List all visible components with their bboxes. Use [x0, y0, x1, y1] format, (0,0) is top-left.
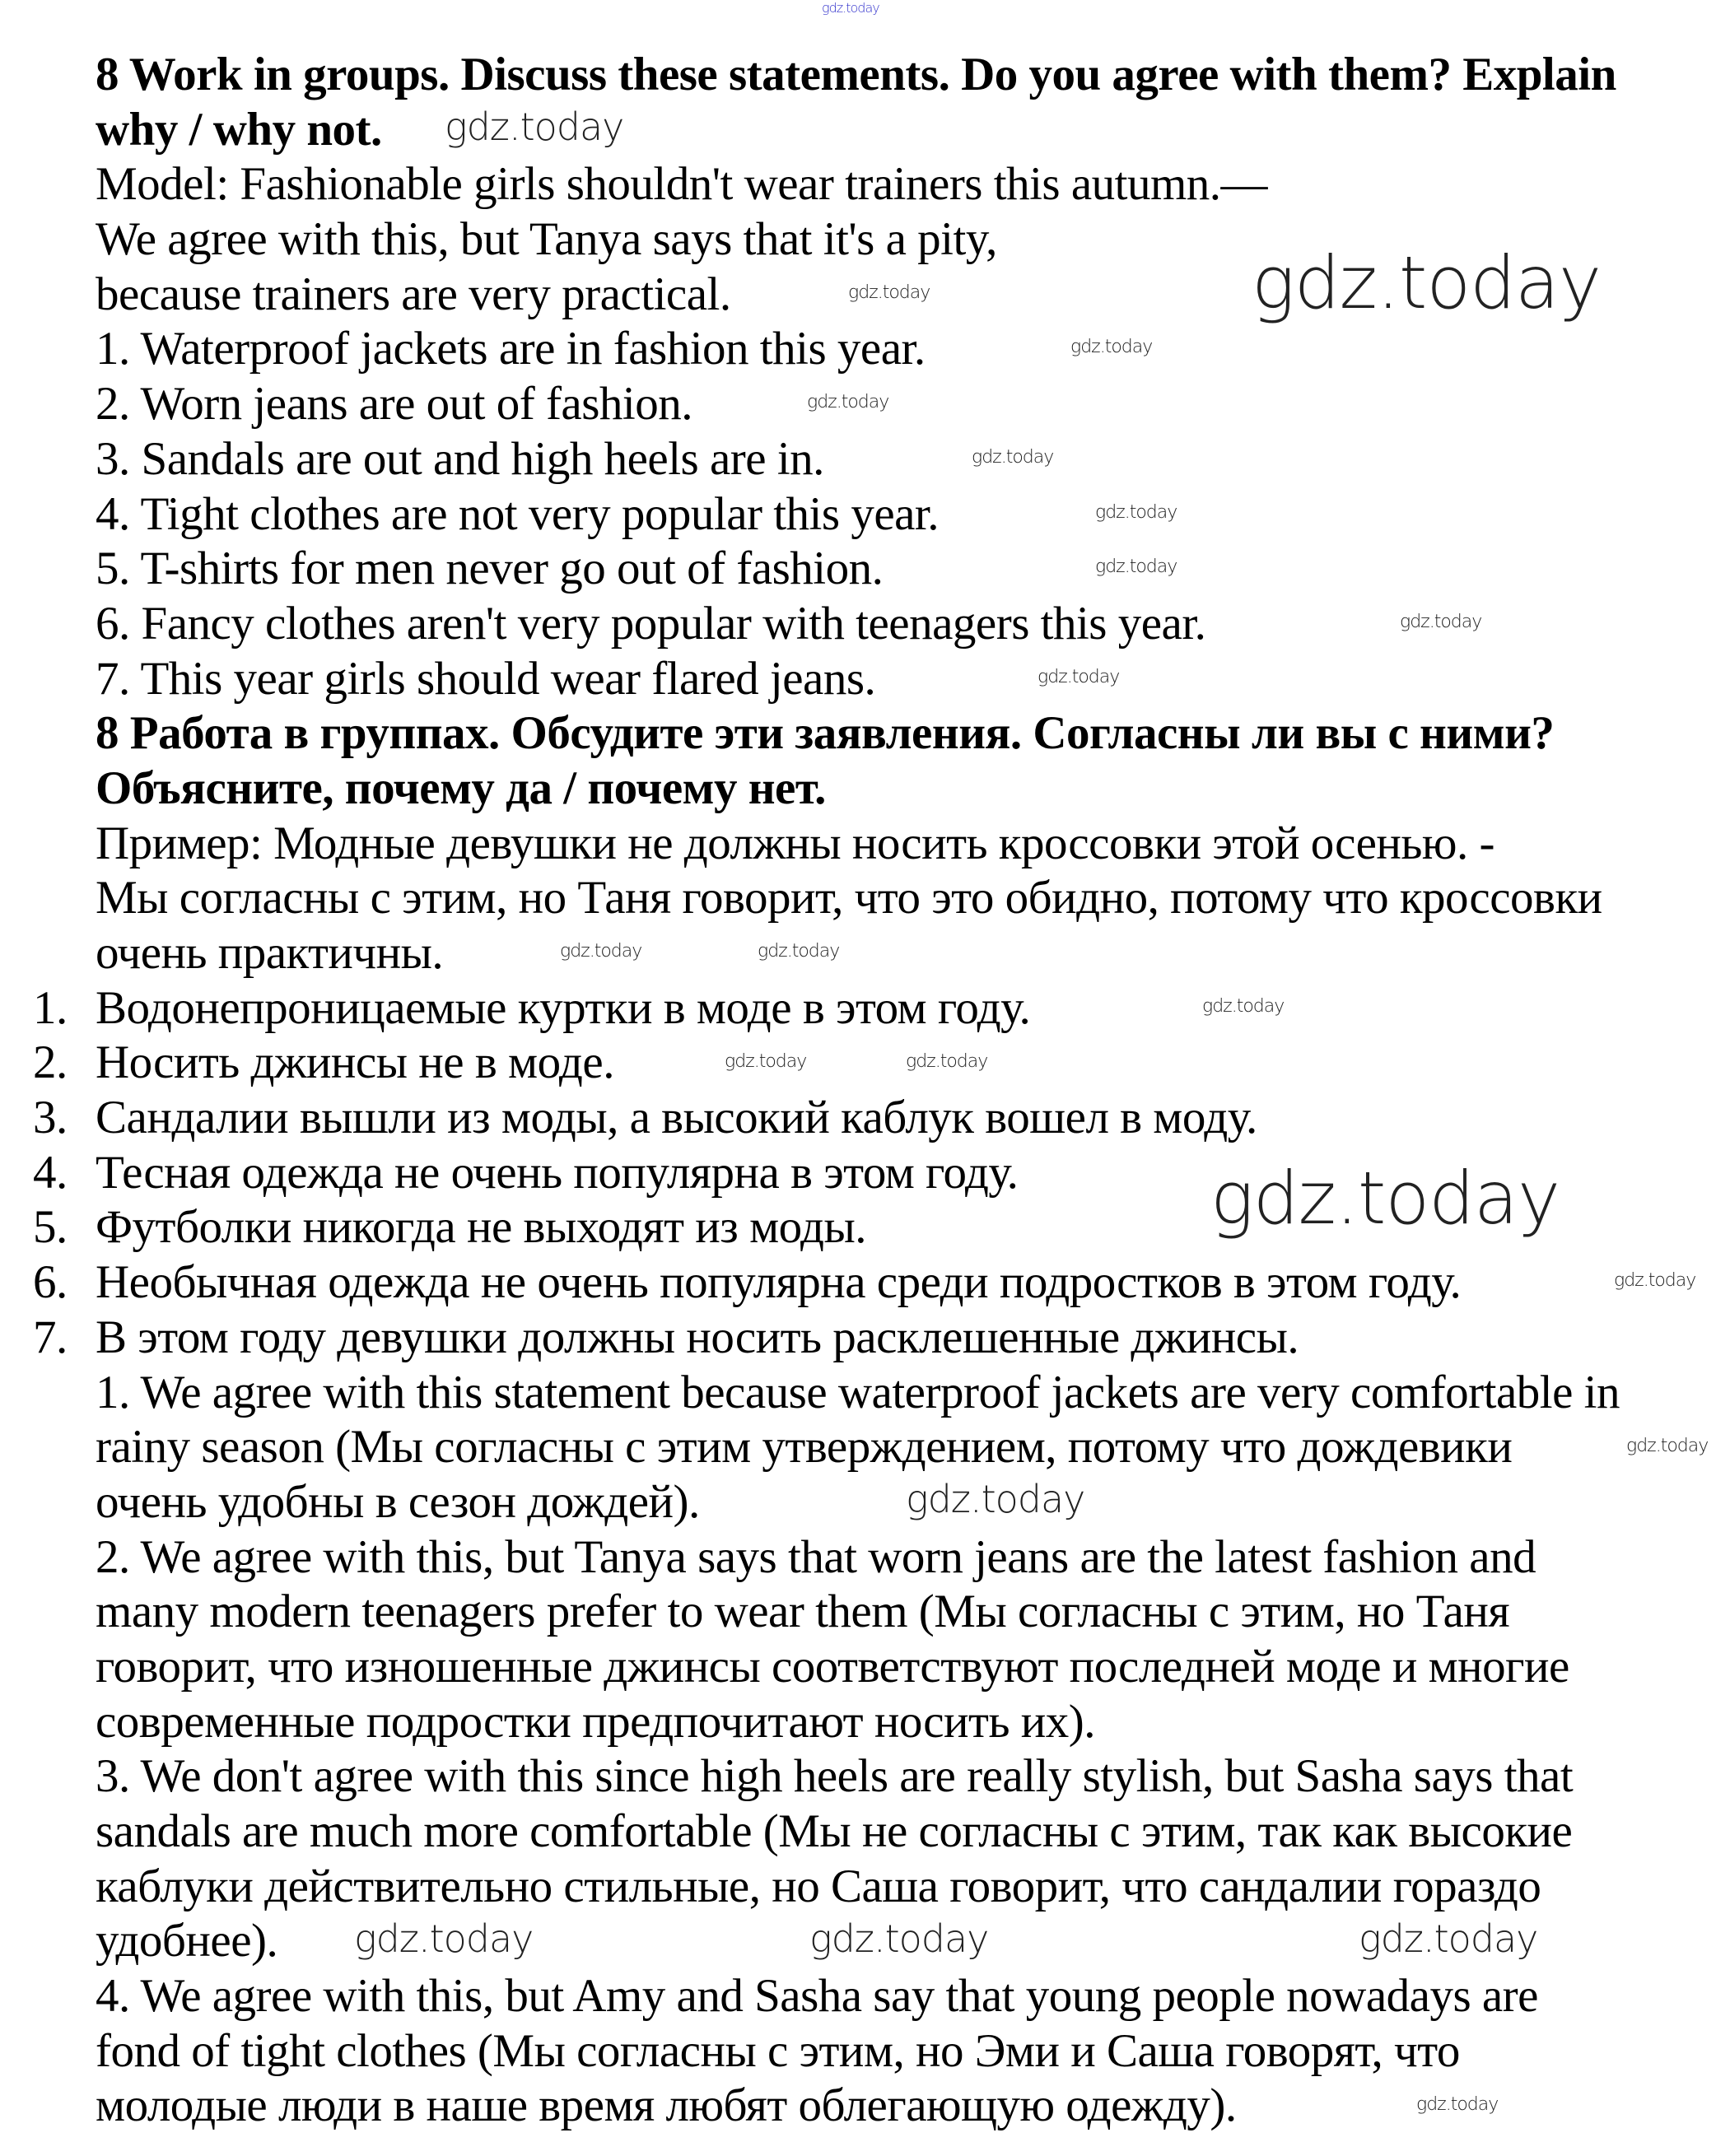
- watermark: gdz.today: [1416, 2094, 1499, 2115]
- answer-line: fond of tight clothes (Мы согласны с этим, но Эми и Саша говорят, что: [96, 2024, 1460, 2077]
- statement-en: 5. T-shirts for men never go out of fashion.: [96, 542, 884, 595]
- watermark: gdz.today: [445, 105, 624, 149]
- task-heading-en: 8 Work in groups. Discuss these statements. Do you agree with them? Explain: [96, 49, 1616, 100]
- watermark: gdz.today: [1614, 1270, 1696, 1291]
- watermark: gdz.today: [906, 1477, 1085, 1521]
- watermark: gdz.today: [1095, 556, 1177, 577]
- answer-line: 2. We agree with this, but Tanya says that worn jeans are the latest fashion and: [96, 1530, 1536, 1583]
- answer-line: many modern teenagers prefer to wear them (Мы согласны с этим, но Таня: [96, 1586, 1510, 1638]
- statement-text: В этом году девушки должны носить расклешенные джинсы.: [96, 1311, 1299, 1363]
- document-body: [0, 48, 1716, 2134]
- answer-line: говорит, что изношенные джинсы соответствуют последней моде и многие: [96, 1640, 1569, 1693]
- watermark: gdz.today: [972, 447, 1054, 468]
- watermark: gdz.today: [807, 392, 889, 412]
- task-heading-ru: 8 Работа в группах. Обсудите эти заявления. Согласны ли вы с ними?: [96, 707, 1555, 760]
- watermark-top: gdz.today: [822, 0, 879, 16]
- list-number: 3.: [33, 1092, 68, 1144]
- watermark: gdz.today: [848, 282, 930, 303]
- answer-line: удобнее).: [96, 1915, 278, 1967]
- list-number: 5.: [33, 1201, 68, 1254]
- answer-line: 1. We agree with this statement because waterproof jackets are very comfortable in: [96, 1366, 1620, 1418]
- list-number: 7.: [33, 1311, 68, 1363]
- statement-text: Футболки никогда не выходят из моды.: [96, 1201, 867, 1254]
- answer-line: sandals are much more comfortable (Мы не согласны с этим, так как высокие: [96, 1805, 1573, 1857]
- watermark: gdz.today: [725, 1051, 807, 1072]
- watermark: gdz.today: [1359, 1916, 1538, 1961]
- model-ru: Пример: Модные девушки не должны носить кроссовки этой осенью. -: [96, 817, 1495, 869]
- statement-en: 2. Worn jeans are out of fashion.: [96, 378, 693, 431]
- statement-ru: [0, 981, 1716, 1036]
- statement-ru: [0, 1091, 1716, 1146]
- list-number: 2.: [33, 1036, 68, 1089]
- watermark: gdz.today: [1400, 612, 1482, 632]
- statement-en: 4. Tight clothes are not very popular this year.: [96, 487, 940, 540]
- watermark: gdz.today: [1202, 996, 1285, 1017]
- list-number: 1.: [33, 981, 68, 1034]
- statement-en: 3. Sandals are out and high heels are in.: [96, 432, 824, 485]
- statement-en: 6. Fancy clothes aren't very popular with teenagers this year.: [96, 597, 1206, 650]
- answer-line: 4. We agree with this, but Amy and Sasha say that young people nowadays are: [96, 1970, 1538, 2023]
- statement-ru: [0, 1255, 1716, 1311]
- watermark: gdz.today: [758, 941, 840, 962]
- watermark: gdz.today: [906, 1051, 988, 1072]
- model-ru: очень практичны.: [96, 927, 444, 979]
- list-number: 4.: [33, 1146, 68, 1199]
- watermark: gdz.today: [560, 941, 642, 962]
- task-heading-ru: Объясните, почему да / почему нет.: [96, 761, 826, 814]
- task-heading-en: why / why not.: [96, 103, 382, 156]
- answer-line: 3. We don't agree with this since high heels are really stylish, but Sasha says that: [96, 1750, 1574, 1803]
- model-en: We agree with this, but Tanya says that it's a pity,: [96, 213, 997, 266]
- statement-en: 7. This year girls should wear flared jeans.: [96, 652, 876, 705]
- answer-line: rainy season (Мы согласны с этим утверждением, потому что дождевики: [96, 1421, 1513, 1474]
- watermark: gdz.today: [1210, 1156, 1560, 1241]
- statement-text: Водонепроницаемые куртки в моде в этом году.: [96, 981, 1031, 1034]
- model-en: Model: Fashionable girls shouldn't wear trainers this autumn.—: [96, 158, 1268, 211]
- answer-line: современные подростки предпочитают носить их).: [96, 1695, 1095, 1748]
- watermark: gdz.today: [1070, 337, 1153, 357]
- watermark: gdz.today: [1038, 667, 1120, 687]
- answer-line: очень удобны в сезон дождей).: [96, 1475, 700, 1528]
- watermark: gdz.today: [354, 1916, 534, 1961]
- list-number: 6.: [33, 1256, 68, 1309]
- watermark: gdz.today: [809, 1916, 989, 1961]
- watermark: gdz.today: [1095, 502, 1177, 523]
- model-en: because trainers are very practical.: [96, 268, 731, 320]
- statement-text: Необычная одежда не очень популярна среди подростков в этом году.: [96, 1256, 1462, 1309]
- model-ru: Мы согласны с этим, но Таня говорит, что это обидно, потому что кроссовки: [96, 872, 1602, 924]
- statement-text: Сандалии вышли из моды, а высокий каблук вошел в моду.: [96, 1092, 1257, 1144]
- watermark: gdz.today: [1626, 1436, 1709, 1456]
- statement-ru: [0, 1036, 1716, 1091]
- answer-line: молодые люди в наше время любят облегающую одежду).: [96, 2079, 1237, 2132]
- statement-text: Тесная одежда не очень популярна в этом году.: [96, 1146, 1019, 1199]
- watermark: gdz.today: [1252, 240, 1602, 325]
- answer-line: каблуки действительно стильные, но Саша говорит, что сандалии гораздо: [96, 1860, 1541, 1912]
- statement-en: 1. Waterproof jackets are in fashion this year.: [96, 323, 926, 375]
- statement-text: Носить джинсы не в моде.: [96, 1036, 614, 1089]
- statement-ru: [0, 1311, 1716, 1366]
